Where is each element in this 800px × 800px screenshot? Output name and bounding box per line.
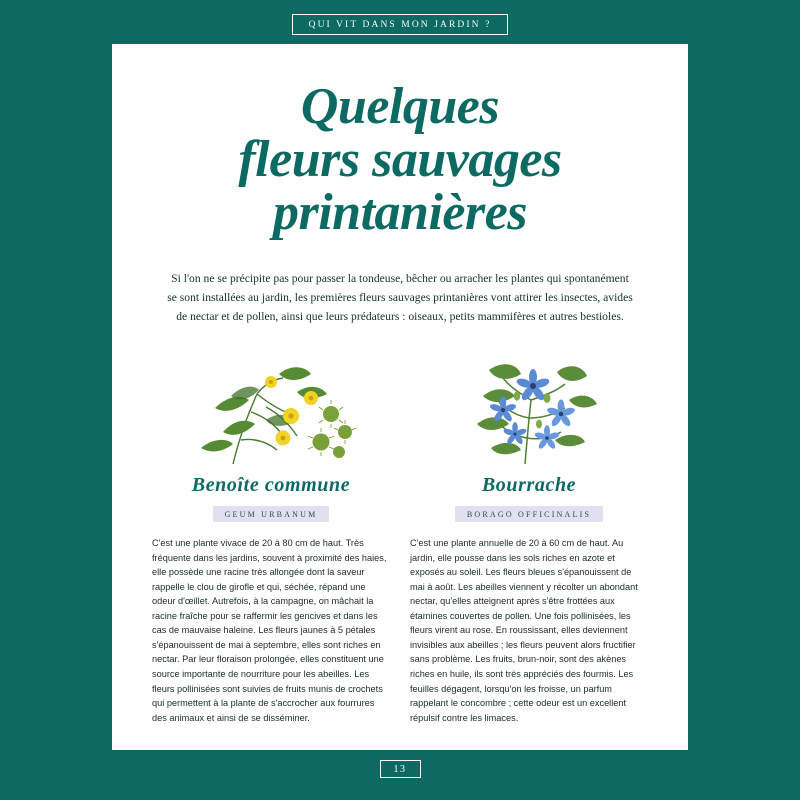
section-label: QUI VIT DANS MON JARDIN ? bbox=[292, 14, 509, 35]
plant-description-benoite: C'est une plante vivace de 20 à 80 cm de haut. Très fréquente dans les jardins, souvent à proximité des haies, elle possède une racine très allongée dont la saveur rappelle le clou de girofle et qui, séchée, répand une odeur d'œillet. Autrefois, à la campagne, on mâchait la racine fraîche pour se raffermir les gencives et dans les cas de mauvaise haleine. Les fleurs jaunes à 5 pétales s'épanouissent de mai à septembre, elles sont riches en nectar. Par leur floraison prolongée, elles constituent une source importante de nourriture pour les abeilles. Les fleurs pollinisées sont suivies de fruits munis de crochets qui permettent à la plante de s'accrocher aux fourrures des animaux et ainsi de se disséminer. bbox=[152, 538, 387, 723]
page-number: 13 bbox=[380, 760, 421, 778]
plant-description-bourrache: C'est une plante annuelle de 20 à 60 cm de haut. Au jardin, elle pousse dans les sols riches en azote et exposés au soleil. Les fleurs bleues s'épanouissent de mai à août. Les abeilles viennent y récolter un abondant nectar, qu'elles atteignent après s'être frottées aux étamines couvertes de pollen. Une fois pollinisées, les fleurs virent au rose. En roussissant, elles deviennent invisibles aux abeilles ; les fleurs peuvent alors fructifier sans problème. Les fruits, brun-noir, sont des akènes riches en huile, ils sont très appréciés des fourmis. Les feuilles dégagent, lorsqu'on les froisse, un parfum rappelant le concombre ; cette odeur est un excellent répulsif contre les limaces. bbox=[410, 538, 638, 723]
header-ribbon bbox=[0, 14, 800, 35]
plant-card-bourrache bbox=[400, 352, 658, 725]
plant-name-bourrache: Bourrache bbox=[481, 474, 577, 497]
page-sheet bbox=[112, 44, 688, 750]
page-title-line-2: fleurs sauvages bbox=[238, 130, 562, 188]
plant-name-benoite: Benoîte commune bbox=[191, 474, 351, 497]
page-title-line-1: Quelques bbox=[300, 78, 500, 135]
page-number-footer bbox=[0, 760, 800, 778]
bourrache-plant-illustration bbox=[429, 352, 629, 464]
plant-latin-bourrache: BORAGO OFFICINALIS bbox=[455, 506, 603, 522]
intro-paragraph: Si l'on ne se précipite pas pour passer la tondeuse, bêcher ou arracher les plantes qui spontanément se sont installées au jardin, les premières fleurs sauvages printanières vont attirer les insectes, avides de nectar et de pollen, ainsi que leurs prédateurs : oiseaux, petits mammifères et autres bestioles. bbox=[167, 271, 633, 324]
benoite-plant-illustration bbox=[171, 352, 371, 464]
plants-section bbox=[112, 352, 688, 725]
plant-card-benoite bbox=[142, 352, 400, 725]
page-title-line-3: printanières bbox=[272, 183, 528, 241]
plant-latin-benoite: GEUM URBANUM bbox=[213, 506, 330, 522]
page-title bbox=[112, 44, 688, 239]
